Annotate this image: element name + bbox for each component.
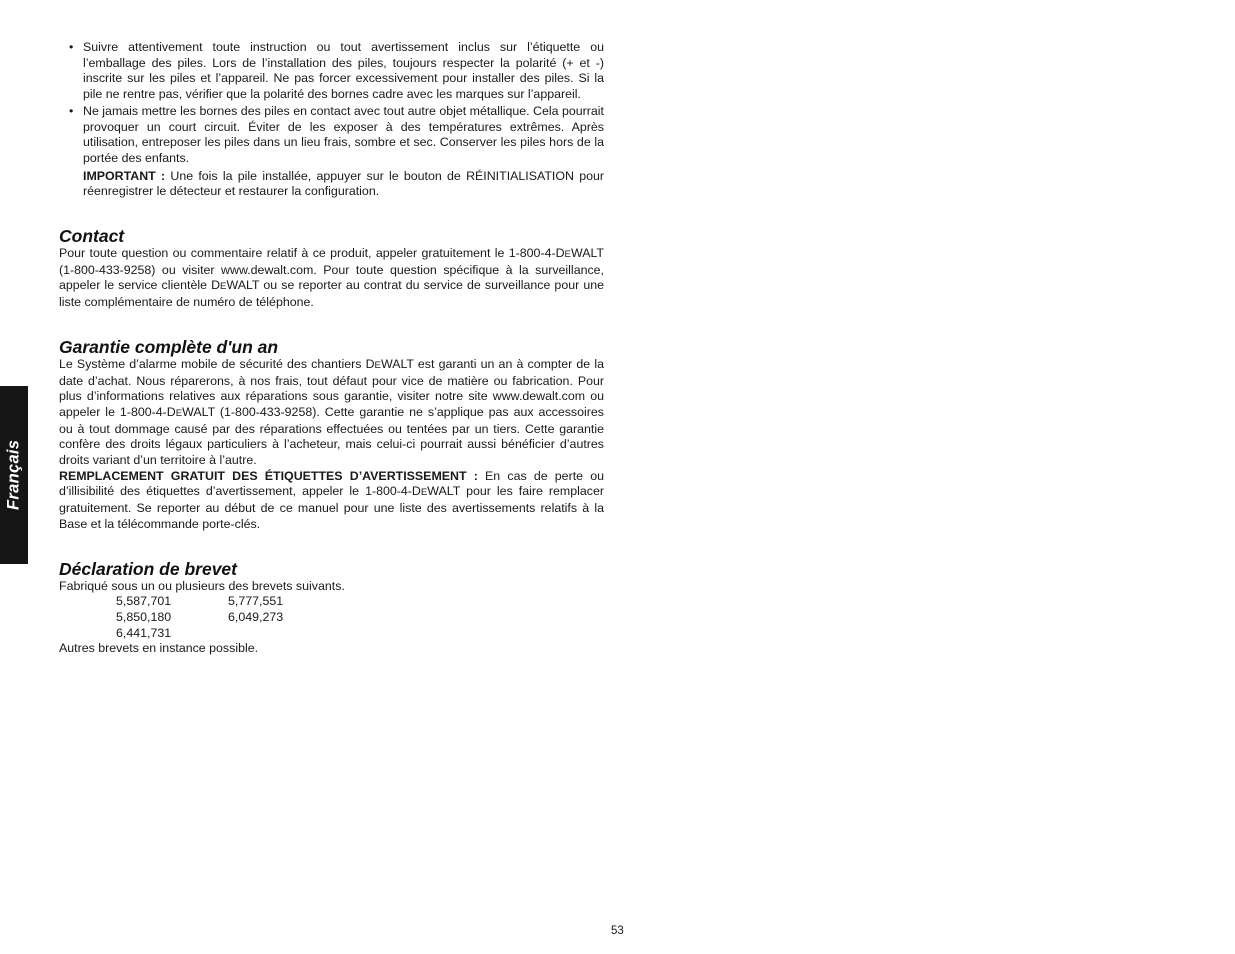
battery-safety-list <box>59 40 604 167</box>
bullet-icon: • <box>69 103 74 118</box>
warranty-paragraph <box>59 357 604 469</box>
patent-number: 5,850,180 <box>116 609 172 624</box>
patent-number: 6,049,273 <box>228 609 284 624</box>
important-note <box>83 169 604 200</box>
contact-text-3: WALT ou se reporter au contrat du service de surveillance pour une liste complémentaire de numéro de téléphone. <box>59 278 605 310</box>
brand-small-cap: E <box>564 249 571 261</box>
patent-list <box>116 594 604 641</box>
brand-small-cap: E <box>374 359 381 371</box>
replacement-text-1: En cas de perte ou d’illisibilité des étiquettes d’avertissement, appeler le 1-800-4-D <box>59 468 604 499</box>
contact-heading: Contact <box>59 226 125 247</box>
patent-number: 5,587,701 <box>116 594 172 609</box>
replacement-label: REMPLACEMENT GRATUIT DES ÉTIQUETTES D’AVERTISSEMENT : <box>59 468 478 483</box>
replacement-labels-paragraph <box>59 469 604 533</box>
warranty-text-2: WALT est garanti un an à compter de la date d’achat. Nous réparerons, à nos frais, tout défaut pour vice de matière ou fabrication. Pour plus d’informations relatives aux réparations sous garantie, visiter notre site www.dewalt.com ou appeler le 1-800-4-D <box>59 356 604 419</box>
important-text: Une fois la pile installée, appuyer sur le bouton de RÉINITIALISATION pour réenregistrer le détecteur et restaurer la configuration. <box>83 168 604 199</box>
patent-number: 5,777,551 <box>228 594 284 609</box>
important-label: IMPORTANT : <box>83 168 166 183</box>
language-side-tab <box>0 386 28 564</box>
patent-intro: Fabriqué sous un ou plusieurs des brevets suivants. <box>59 578 345 593</box>
list-item-text: Ne jamais mettre les bornes des piles en contact avec tout autre objet métallique. Cela pourrait provoquer un court circuit. Éviter de les exposer à des températures extrêmes. Après utilisation, entreposer les piles dans un lieu frais, sombre et sec. Conserver les piles hors de la portée des enfants. <box>83 103 604 165</box>
patent-row <box>116 626 604 642</box>
contact-text-2: WALT (1-800-433-9258) ou visiter www.dewalt.com. Pour toute question spécifique à la surveillance, appeler le service clientèle D <box>59 246 604 293</box>
patent-row <box>116 594 604 610</box>
brand-small-cap: E <box>175 407 183 419</box>
replacement-text-2: WALT pour les faire remplacer gratuitement. Se reporter au début de ce manuel pour une liste des avertissements relatifs à la Base et la télécommande porte-clés. <box>59 484 604 531</box>
contact-paragraph <box>59 246 604 311</box>
patent-heading: Déclaration de brevet <box>59 558 237 579</box>
list-item-text: Suivre attentivement toute instruction ou tout avertissement inclus sur l’étiquette ou l’emballage des piles. Lors de l’installation des piles, toujours respecter la polarité (+ et -) inscrite sur les piles et l’appareil. Ne pas forcer excessivement pour installer des piles. Si la pile ne rentre pas, vérifier que la polarité des bornes cadre avec les marques sur l’appareil. <box>83 40 604 102</box>
patent-footer: Autres brevets en instance possible. <box>59 641 259 656</box>
contact-text-1: Pour toute question ou commentaire relatif à ce produit, appeler gratuitement le 1-800-4-D <box>59 246 565 261</box>
bullet-icon: • <box>69 40 74 54</box>
language-tab-label: Français <box>4 439 23 511</box>
warranty-heading: Garantie complète d'un an <box>59 336 279 357</box>
list-item <box>59 40 604 103</box>
brand-small-cap: E <box>420 487 428 499</box>
content-column <box>59 40 604 657</box>
brand-small-cap: E <box>220 281 227 293</box>
patent-number: 6,441,731 <box>116 625 172 640</box>
list-item <box>59 104 604 167</box>
warranty-text-3: WALT (1-800-433-9258). Cette garantie ne s’applique pas aux accessoires ou à tout dommage causé par des réparations effectuées ou tentées par un tiers. Cette garantie confère des droits légaux particuliers à l’acheteur, mais celui-ci pourrait aussi bénéficier d’autres droits variant d’un territoire à l’autre. <box>59 404 604 468</box>
patent-row <box>116 610 604 626</box>
page-number: 53 <box>611 925 624 937</box>
warranty-text-1: Le Système d’alarme mobile de sécurité des chantiers D <box>59 356 375 371</box>
